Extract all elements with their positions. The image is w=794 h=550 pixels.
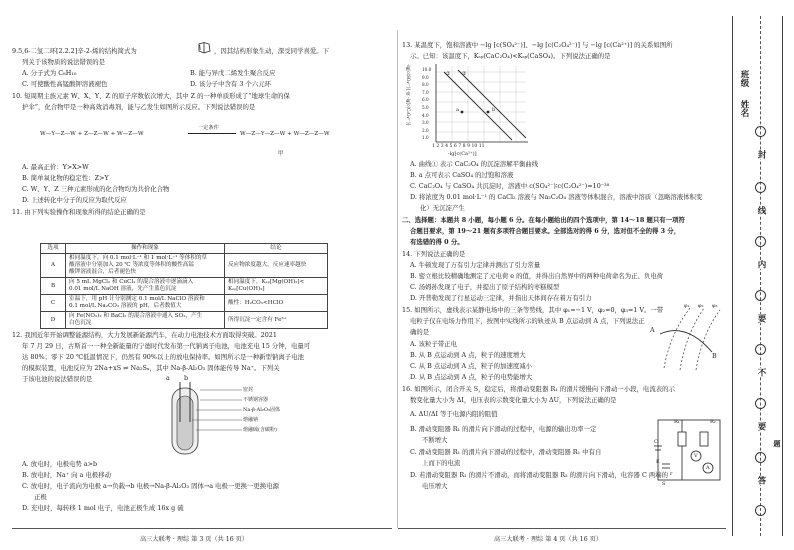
battery-label-container: 不锈钢容器 bbox=[243, 397, 269, 403]
graph-curve-1: ① bbox=[446, 71, 451, 77]
table-row bbox=[41, 312, 328, 329]
circuit-voltmeter: V bbox=[694, 453, 698, 459]
binding-hole-3 bbox=[755, 236, 766, 247]
right-text-line: A. 曲线① 表示 CaC₂O₄ 的沉淀溶解平衡曲线 bbox=[410, 160, 539, 168]
right-text-line: A. 牛顿发现了万有引力定律并测出了引力常量 bbox=[410, 261, 541, 269]
right-page bbox=[398, 0, 728, 550]
circuit-r2: R₂ bbox=[710, 419, 716, 425]
graph-ylabel: -lg[c(SO₄²⁻)] 或 -lg[c(C₂O₄²⁻)] bbox=[406, 64, 411, 126]
right-footer: 高三大联考 · 理综 第 4 页（共 16 页） bbox=[494, 536, 602, 543]
right-text-line: D. 从 B 点运动到 A 点，粒子的电势能增大 bbox=[410, 373, 533, 381]
table-cell-operation bbox=[66, 295, 225, 312]
table-cell-option: D bbox=[41, 312, 66, 329]
left-text-line: A. 最高正价：Y>X>W bbox=[22, 163, 89, 171]
table-header-option: 选项 bbox=[41, 244, 66, 254]
table-cell-operation-line: 向 Fe(NO₃)₂ 和 BaCl₂ 的混合溶液中通入 SO₂，产生 bbox=[69, 313, 203, 319]
circuit-c: C bbox=[654, 439, 658, 445]
table-cell-operation-line: 向 5 mL MgCl₂ 和 CuCl₂ 的混合溶液中逐滴滴入 bbox=[69, 279, 194, 285]
binding-hole-8 bbox=[755, 505, 766, 516]
table-cell-operation-line: 0.01 mol/L NaOH 溶液，先产生蓝色沉淀 bbox=[69, 286, 177, 292]
field-phi-1: φ₁ bbox=[684, 303, 690, 309]
left-text-line: 的模拟装置，电池反应为 2Na+xS ⇌ Na₂Sₓ，其中 Na-β-Al₂O₃ 固体能传导 Na⁺。下列关 bbox=[22, 364, 280, 372]
binding-hole-4 bbox=[755, 290, 766, 301]
left-text-line: B. 放电时，Na⁺ 向 a 电极移动 bbox=[22, 471, 111, 479]
left-text-line: 于该电池的说法错误的是 bbox=[22, 375, 93, 383]
graph-xlabel: -lg[c(Ca²⁺)] bbox=[448, 151, 477, 157]
table-cell-conclusion bbox=[225, 295, 328, 312]
solubility-graph bbox=[422, 62, 532, 154]
field-phi-2: φ₂ bbox=[698, 303, 704, 309]
battery-label-seal: 密封 bbox=[243, 387, 254, 393]
table-cell-operation-line: 白色沉淀 bbox=[69, 320, 92, 326]
circuit-emf: E bbox=[656, 459, 660, 465]
bicyclooctene-structure-icon bbox=[196, 42, 213, 54]
right-text-line: A. ΔU/ΔI 等于电源内阻的阻值 bbox=[410, 410, 498, 418]
binding-seal-4: 要 bbox=[756, 314, 766, 323]
table-cell-operation-line: 相同温度下，向 0.1 mol·L⁻¹ 和 1 mol·L⁻¹ 等体积的草 bbox=[69, 255, 208, 261]
graph-ytick: 9.0 bbox=[422, 74, 429, 80]
graph-ytick: 2.0 bbox=[422, 127, 429, 133]
left-text-line: B. 能与异戊二烯发生聚合反应 bbox=[190, 69, 276, 77]
circuit-ammeter: A bbox=[706, 465, 710, 471]
right-text-line: 化）无沉淀产生 bbox=[420, 204, 465, 212]
right-text-line: 确的是 bbox=[410, 328, 430, 336]
table-cell-operation bbox=[66, 254, 225, 278]
left-text-line: 11. 由下列实验操作和现象所得的结论正确的是 bbox=[12, 208, 146, 216]
right-text-line: 有选错的得 0 分。 bbox=[410, 238, 464, 246]
right-text-line: B. 密立根比较精确地测定了元电荷 e 的值，并得出自然界中的两种电荷命名为正、负电荷 bbox=[410, 272, 664, 280]
table-cell-operation-line: 0.1 mol/L Na₂CO₃ 溶液的 pH，后者数值大 bbox=[69, 303, 182, 309]
left-text-line: C. W、Y、Z 三种元素形成的化合物均为共价化合物 bbox=[22, 185, 170, 193]
table-cell-operation-line: 酸钾溶液混合，后者褪色快 bbox=[69, 269, 137, 275]
table-row bbox=[41, 295, 328, 312]
table-cell-conclusion bbox=[225, 278, 328, 295]
table-row bbox=[41, 278, 328, 295]
binding-seal-1: 封 bbox=[756, 150, 766, 159]
left-text-line: 年 7 月 29 日，古斯首一一种全新能量的宁德时代发布第一代钠离子电池，电池充电 15 分钟，电量可 bbox=[22, 342, 311, 350]
left-text-line: B. 简单氧化物的稳定性：Z>Y bbox=[22, 174, 109, 182]
circuit-switch: S bbox=[662, 481, 666, 487]
binding-hole-1 bbox=[755, 126, 766, 137]
right-text-line: D. 若滑动变阻器 R₁ 的滑片不滑动，而将滑动变阻器 R₂ 的滑片向下滑动，电容器 C 两端的 bbox=[410, 471, 669, 479]
experiment-table bbox=[40, 243, 328, 329]
binding-seal-6: 要 bbox=[756, 422, 766, 431]
right-text-line: 16. 如图所示，闭合开关 S，稳定后，将滑动变阻器 R₁ 的滑片缓慢向下滑动一小段，电流表的示 bbox=[402, 385, 675, 393]
graph-point-b: b bbox=[492, 107, 496, 113]
right-text-line: 14. 下列说法正确的是 bbox=[402, 250, 466, 258]
table-cell-conclusion bbox=[225, 312, 328, 329]
graph-ytick: 10.0 bbox=[422, 67, 432, 72]
table-row bbox=[41, 254, 328, 278]
right-text-line: 示。已知：该温度下，Kₛₚ(CaC₂O₄)<Kₛₚ(CaSO₄)。下列说法正确的是 bbox=[410, 52, 611, 60]
right-text-line: 15. 如图所示，虚线表示某静电场中的三条等势线，其中 φ₁=−1 V，φ₂=0，φ₃=1 V。一带 bbox=[402, 306, 664, 314]
left-text-line: D. 上述转化中分子的反应为取代反应 bbox=[22, 196, 127, 204]
graph-ytick: 3.0 bbox=[422, 120, 429, 126]
right-text-line: 上而下的电流 bbox=[422, 459, 461, 467]
left-text-line: 正极 bbox=[34, 493, 47, 501]
table-cell-option: A bbox=[41, 254, 66, 278]
right-text-line: A. 该粒子带正电 bbox=[410, 340, 458, 348]
graph-point-a: a bbox=[456, 107, 459, 113]
left-footer-rule bbox=[12, 528, 392, 529]
reaction-right: W—Z—Y—Z—W + W—Z—Z—W bbox=[240, 131, 330, 137]
left-text-line: 护伞”，化合物甲是一种高效消毒剂，能与乙发生如图所示反应。下列说法错误的是 bbox=[22, 103, 256, 111]
left-text-line: 10. 短周期主族元素 W、X、Y、Z 的原子序数依次增大，其中 Z 的一种单质形成了“地球生命的保 bbox=[12, 92, 290, 100]
graph-ytick: 1.0 bbox=[422, 135, 429, 141]
binding-seal-5: 不 bbox=[756, 368, 766, 377]
field-point-a: A bbox=[650, 326, 655, 334]
table-cell-operation bbox=[66, 278, 225, 295]
table-cell-conclusion-line: Kₛₚ[Cu(OH)₂] bbox=[228, 286, 265, 292]
binding-seal-8: 题 bbox=[773, 440, 782, 447]
right-footer-rule bbox=[398, 528, 726, 529]
left-text-line: 12. 我国近年开始调整能源结构，大力发展新能源汽车，在动力电池技术方面取得突破。2021 bbox=[12, 331, 277, 339]
sodium-battery-diagram bbox=[150, 382, 310, 458]
right-text-line: 不断增大 bbox=[422, 436, 448, 444]
right-text-line: D. 开普勒发现了行星运动三定律，并指出天体间存在着万有引力 bbox=[410, 294, 592, 302]
binding-margin bbox=[728, 0, 794, 550]
table-cell-conclusion-line: 相同温度下，Kₛₚ[Mg(OH)₂]< bbox=[228, 279, 305, 285]
reaction-condition: 一定条件 bbox=[198, 125, 219, 131]
equipotential-figure bbox=[650, 304, 724, 374]
graph-xticks: 1 2 3 4 5 6 7 8 9 10 11 bbox=[432, 144, 485, 149]
left-text-line: C. 放电时，电子流向为电极 a→负载→b 电极→Na-β-Al₂O₃ 固体→a 电极一更换一更换电源 bbox=[22, 482, 279, 490]
right-text-line: C. 从 B 点运动到 A 点，粒子的加速度减小 bbox=[410, 362, 533, 370]
right-text-line: C. 滑动变阻器 R₁ 的滑片向下滑动的过程中，滑动变阻器 R₁ 中有自 bbox=[410, 448, 602, 456]
table-cell-option: C bbox=[41, 295, 66, 312]
right-text-line: B. a 点可表示 CaSO₄ 的过饱和溶液 bbox=[410, 171, 514, 179]
graph-ytick: 7.0 bbox=[422, 89, 429, 95]
battery-label-sodium: 熔融钠 bbox=[243, 417, 259, 423]
table-cell-conclusion-line: 酸性：H₂CO₃<HClO bbox=[228, 299, 284, 306]
battery-label-electrolyte: Na-β-Al₂O₃固体 bbox=[243, 407, 280, 413]
binding-name: 姓名 bbox=[739, 100, 749, 117]
reaction-arrow bbox=[188, 133, 236, 134]
left-text-line: ，因其结构形象生动，深受同学喜爱。下 bbox=[214, 47, 330, 55]
table-cell-operation-line: 室温下，用 pH 计分别测定 0.1 mol/L NaClO 溶液和 bbox=[69, 296, 205, 302]
binding-hole-6 bbox=[755, 398, 766, 409]
battery-label-sulfur: 熔融硫(含碳粉) bbox=[243, 427, 277, 433]
reaction-left: W—Y—Z—W + Z—Z—W + W—Z—W bbox=[40, 131, 144, 137]
left-text-line: D. 充电时，每转移 1 mol 电子，电池正极生成 16x g 硫 bbox=[22, 504, 184, 512]
left-text-line: A. 分子式为 C₈H₁₀ bbox=[22, 69, 77, 77]
left-text-line: A. 放电时，电极电势 a>b bbox=[22, 460, 98, 468]
circuit-r1: R₁ bbox=[674, 419, 680, 425]
left-text-line: 列关于该物质的说法错误的是 bbox=[22, 58, 106, 66]
right-text-line: D. 将浓度为 0.01 mol·L⁻¹ 的 CaCl₂ 溶液与 Na₂C₂O₄ 溶液等体积混合，溶液中溶质（忽略溶液体积变 bbox=[410, 193, 703, 201]
binding-hole-5 bbox=[755, 344, 766, 355]
binding-hole-2 bbox=[755, 182, 766, 193]
table-cell-option: B bbox=[41, 278, 66, 295]
right-text-line: B. 从 B 点运动到 A 点，粒子的速度增大 bbox=[410, 351, 526, 359]
reaction-label: 甲 bbox=[278, 151, 284, 157]
table-cell-operation bbox=[66, 312, 225, 329]
left-text-line: D. 该分子中含有 3 个六元环 bbox=[190, 80, 271, 88]
binding-class: 班级 bbox=[739, 70, 749, 87]
graph-ytick: 8.0 bbox=[422, 82, 429, 88]
binding-outer-line bbox=[782, 16, 783, 536]
binding-hole-7 bbox=[755, 452, 766, 463]
left-footer: 高三大联考 · 理综 第 3 页（共 16 页） bbox=[140, 536, 248, 543]
graph-curve-2: ② bbox=[462, 71, 467, 77]
right-text-line: C. CaC₂O₄ 与 CaSO₄ 共沉淀时，溶液中 c(SO₄²⁻)∶c(C₂O₄²⁻)=10⁻³⁸ bbox=[410, 182, 610, 190]
table-cell-conclusion-line: 所得沉淀一定含有 Fe³⁺ bbox=[228, 316, 287, 323]
binding-seal-7: 答 bbox=[756, 476, 766, 485]
right-text-line: 合题目要求，第 19～21 题有多项符合题目要求。全部选对的得 6 分，选对但不全的得 3 分， bbox=[410, 227, 681, 235]
right-text-line: 13. 某温度下，饱和溶液中 −lg [c(SO₄²⁻)]、−lg [c(C₂O₄²⁻)] 与 −lg [c(Ca²⁺)] 的关系如图所 bbox=[402, 41, 673, 49]
pole-b: b bbox=[184, 374, 189, 382]
field-point-b: B bbox=[712, 352, 717, 360]
table-cell-operation-line: 酸溶液中分别加入 20 ℃ 等浓度等体积的酸性高锰 bbox=[69, 262, 194, 268]
binding-seal-2: 线 bbox=[756, 206, 766, 215]
table-cell-conclusion-line: 反应物浓度越大，反应速率越快 bbox=[228, 262, 307, 268]
graph-ytick: 4.0 bbox=[422, 112, 429, 118]
left-text-line: 9.5,6-二氢二环[2.2.2]辛-2-烯的结构简式为 bbox=[12, 47, 137, 55]
right-text-line: C. 汤姆孙发现了电子，并提出了原子结构的枣糕模型 bbox=[410, 283, 560, 291]
right-text-line: B. 滑动变阻器 R₁ 的滑片向下滑动的过程中，电源的输出功率一定 bbox=[410, 425, 597, 433]
left-text-line: C. 可使酸性高锰酸钾溶液褪色 bbox=[22, 80, 108, 88]
right-text-line: 二、选择题：本题共 8 小题，每小题 6 分。在每小题给出的四个选项中，第 14～18 题只有一项符 bbox=[402, 216, 685, 224]
table-cell-conclusion bbox=[225, 254, 328, 278]
right-text-line: 数变化量大小为 ΔI，电压表的示数变化量大小为 ΔU，下列说法正确的是 bbox=[410, 396, 617, 404]
table-header-operation: 操作和现象 bbox=[66, 244, 225, 254]
graph-ytick: 5.0 bbox=[422, 105, 429, 110]
binding-seal-3: 内 bbox=[756, 260, 766, 269]
pole-a: a bbox=[166, 374, 170, 382]
left-page bbox=[0, 0, 396, 550]
graph-ytick: 6.0 bbox=[422, 97, 429, 103]
left-text-line: 达 80%；零下 20 ℃低温情况下，仍然有 90%以上的放电保持率。如图所示是一种新型钠离子电池 bbox=[22, 353, 304, 361]
field-phi-3: φ₃ bbox=[712, 303, 718, 309]
table-header-conclusion: 结论 bbox=[225, 244, 328, 254]
binding-border-line bbox=[732, 16, 733, 536]
right-text-line: 电压增大 bbox=[422, 482, 448, 490]
circuit-internal-r: r bbox=[670, 471, 673, 477]
right-text-line: 电粒子仅在电场力作用下，按图中实线所示的轨迹从 B 点运动到 A 点，下列说法正 bbox=[410, 317, 645, 325]
